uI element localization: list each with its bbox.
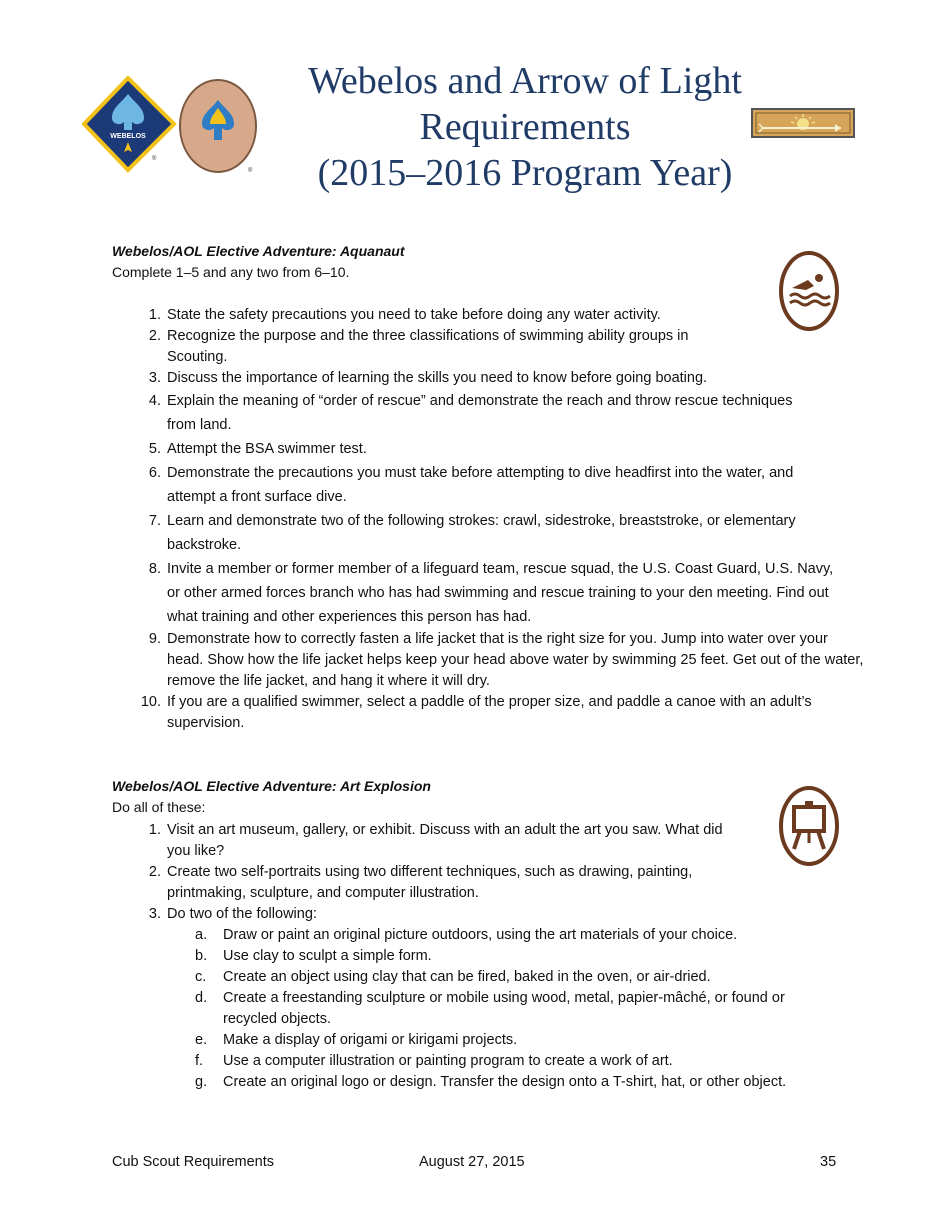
webelos-diamond-badge (82, 76, 182, 176)
list-item: 2. Recognize the purpose and the three classifications of swimming ability groups in Scouting. (148, 328, 689, 365)
list-item: g. Create an original logo or design. Transfer the design onto a T-shirt, hat, or other object. (195, 1074, 787, 1090)
list-item: 9. Demonstrate how to correctly fasten a life jacket that is the right size for you. Jump into water over your head. Show how the life jacket helps keep your head above water by swimming 25 feet. Get out of the water, remove the life jacket, and hang it where it will dry. (148, 631, 864, 689)
reg-mark: ® (248, 168, 253, 174)
aquanaut-requirements-list (112, 305, 864, 734)
list-item: 8. Invite a member or former member of a lifeguard team, rescue squad, the U.S. Coast Guard, U.S. Navy, or other armed forces branch who has had swimming and rescue training to your den meeting. Find out what training and other experiences this person has had. (148, 561, 834, 625)
art-explosion-intro: Do all of these: (112, 799, 206, 815)
list-item: 2. Create two self-portraits using two different techniques, such as drawing, painting, printmaking, sculpture, and computer illustration. (148, 864, 693, 901)
list-item: 6. Demonstrate the precautions you must take before attempting to dive headfirst into the water, and attempt a front surface dive. (148, 465, 794, 505)
title-line-1: Webelos and Arrow of Light (308, 60, 742, 102)
list-item: 5. Attempt the BSA swimmer test. (148, 441, 367, 457)
art-explosion-section-title: Webelos/AOL Elective Adventure: Art Explosion (112, 778, 431, 794)
list-item: 1. Visit an art museum, gallery, or exhibit. Discuss with an adult the art you saw. What did you like? (148, 822, 723, 859)
list-item: f. Use a computer illustration or painting program to create a work of art. (195, 1053, 673, 1069)
aquanaut-intro: Complete 1–5 and any two from 6–10. (112, 264, 350, 280)
list-item: 3. Do two of the following: a. Draw or paint an original picture outdoors, using the art materials of your choice. b. Use clay to sculpt a simple form. c. Create an object using clay that can be fired, baked in the oven, or air-dried. d. Create a freestanding sculpture or mobile using wood, metal, papier-mâché, or found or recycled objects. e. Make a display of origami or kirigami projects. f. Use a computer illustration or painting program to create a work of art. g. Create an original logo or design. Transfer the design onto a T-shirt, hat, or other object. (112, 904, 842, 1093)
list-item: 4. Explain the meaning of “order of rescue” and demonstrate the reach and throw rescue techniques from land. (148, 393, 793, 433)
footer-date: August 27, 2015 (419, 1154, 525, 1170)
list-item: a. Draw or paint an original picture outdoors, using the art materials of your choice. (195, 927, 738, 943)
page-title (250, 58, 800, 196)
list-item: e. Make a display of origami or kirigami projects. (195, 1032, 518, 1048)
art-explosion-sublist (167, 925, 842, 1093)
page-number: 35 (820, 1154, 837, 1170)
aquanaut-section-title: Webelos/AOL Elective Adventure: Aquanaut (112, 243, 405, 259)
list-item: 7. Learn and demonstrate two of the following strokes: crawl, sidestroke, breaststroke, or elementary backstroke. (148, 513, 796, 553)
list-item: 1. State the safety precautions you need to take before doing any water activity. (148, 307, 661, 323)
reg-mark: ® (152, 156, 157, 162)
list-item: b. Use clay to sculpt a simple form. (195, 948, 432, 964)
title-line-2: Requirements (419, 106, 631, 148)
webelos-badge-text: WEBELOS (110, 133, 146, 140)
list-item: 10. If you are a qualified swimmer, select a paddle of the proper size, and paddle a canoe with an adult’s supervision. (140, 694, 812, 731)
list-item: c. Create an object using clay that can be fired, baked in the oven, or air-dried. (195, 969, 711, 985)
list-item: d. Create a freestanding sculpture or mobile using wood, metal, papier-mâché, or found or recycled objects. (195, 990, 785, 1027)
list-item: 3. Discuss the importance of learning the skills you need to know before going boating. (148, 370, 708, 386)
art-explosion-requirements-list (112, 820, 842, 1093)
title-line-3: (2015–2016 Program Year) (317, 152, 733, 194)
footer-left: Cub Scout Requirements (112, 1154, 274, 1170)
